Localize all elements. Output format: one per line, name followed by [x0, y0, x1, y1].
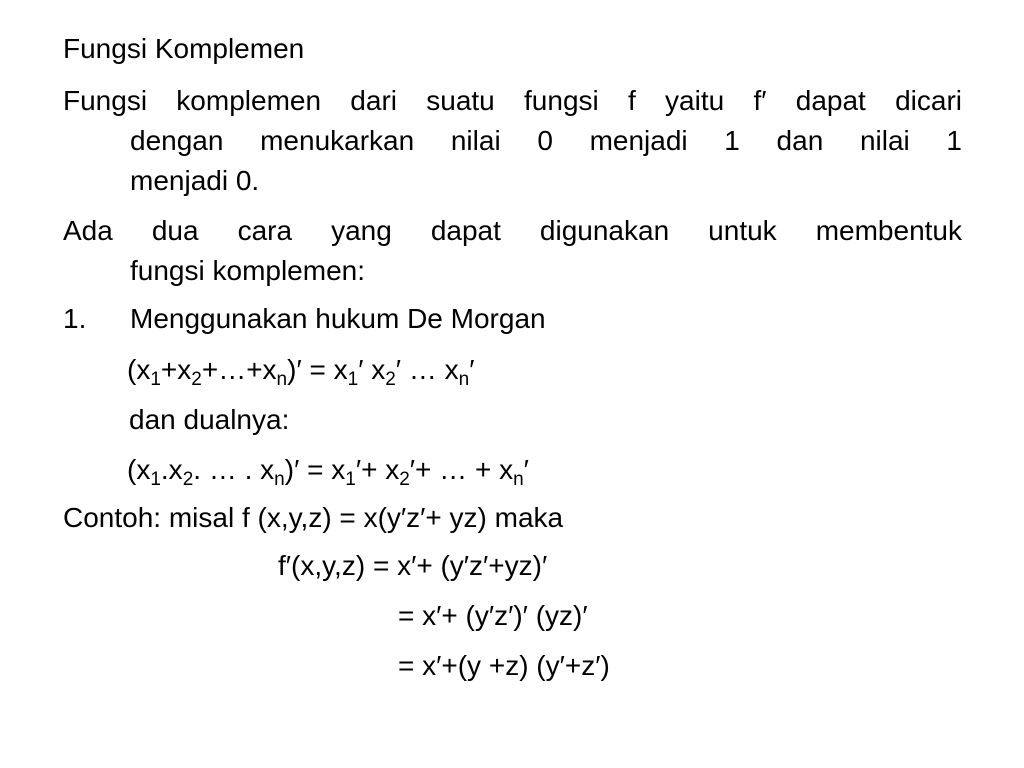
para1-line1: Fungsi komplemen dari suatu fungsi f yaitu f′ dapat dicari — [63, 85, 962, 116]
dual-formula: ($x_1.x_2$. … . $x_n)' = x_1'+ x_2'+$ … + $x_n'$ — [127, 454, 529, 490]
step-line-2: = x′+ (y′z′)′ (yz)′ — [398, 600, 588, 631]
step-line-1: f′(x,y,z) = x′+ (y′z′+yz)′ — [278, 550, 548, 581]
item1-number: 1. — [63, 303, 87, 334]
demorgan-formula: $(x_1+x_2+\dots+x_n)' = x_1'$ $x_2'$ … $x_n'$ — [127, 354, 475, 390]
para1-line3: menjadi 0. — [130, 165, 260, 196]
para1-line2: dengan menukarkan nilai 0 menjadi 1 dan nilai 1 — [130, 125, 962, 156]
para2-line1: Ada dua cara yang dapat digunakan untuk membentuk — [63, 215, 962, 246]
example-line: Contoh: misal f (x,y,z) = x(y′z′+ yz) maka — [63, 502, 564, 533]
slide-heading: Fungsi Komplemen — [63, 33, 305, 64]
dual-label: dan dualnya: — [129, 404, 290, 435]
step-line-3: = x′+(y +z) (y′+z′) — [398, 650, 610, 681]
para2-line2: fungsi komplemen: — [130, 255, 366, 286]
item1-text: Menggunakan hukum De Morgan — [130, 303, 546, 334]
